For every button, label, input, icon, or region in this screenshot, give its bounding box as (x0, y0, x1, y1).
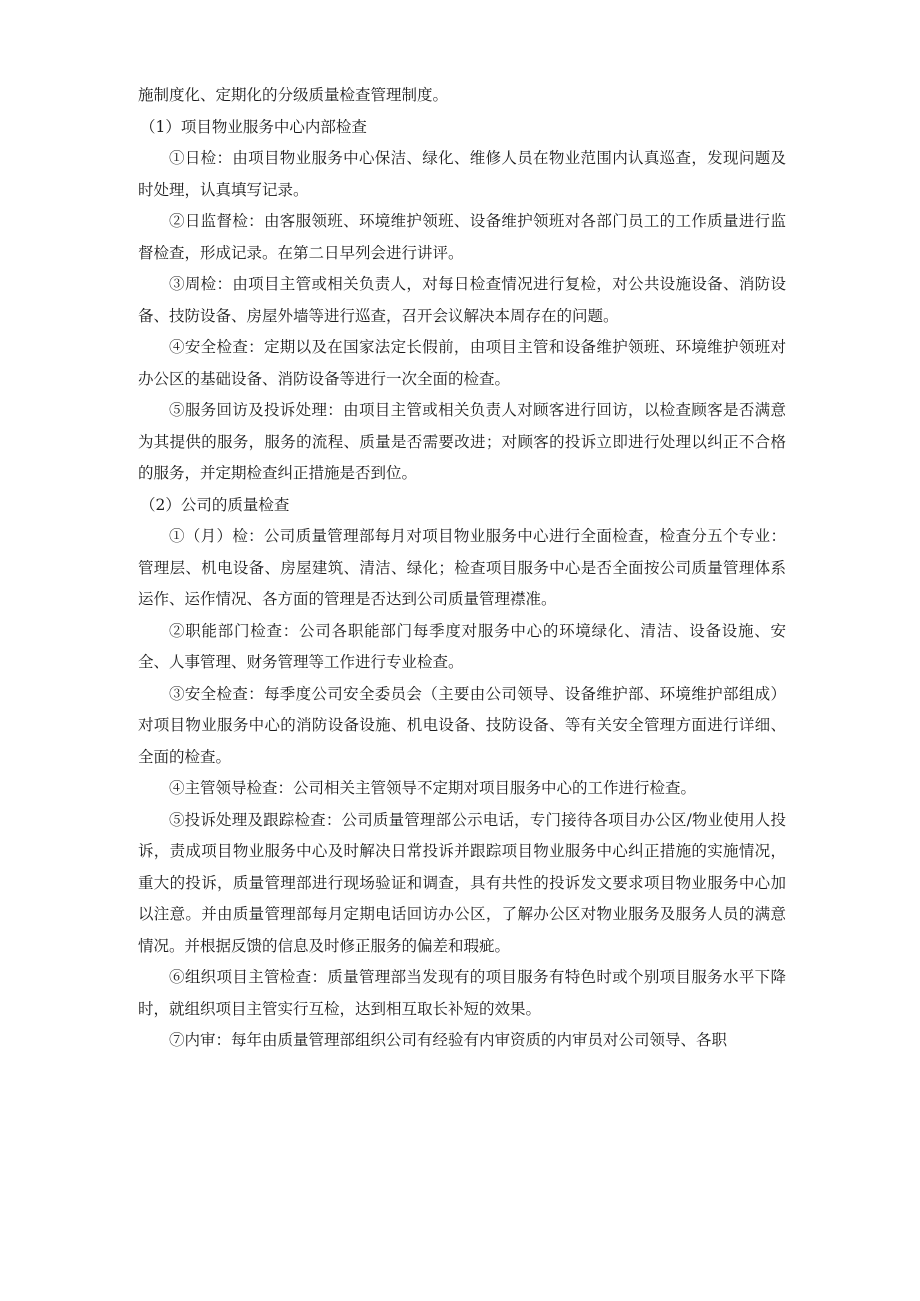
list-item-complaint-tracking: ⑤投诉处理及跟踪检查：公司质量管理部公示电话，专门接待各项目办公区/物业使用人投诉，责成项目物业服务中心及时解决日常投诉并跟踪项目物业服务中心纠正措施的实施情况，重大的投诉，质量管理部进行现场验证和调查，具有共性的投诉发文要求项目物业服务中心加以注意。并由质量管理部每月定期电话回访办公区，了解办公区对物业服务及服务人员的满意情况。并根据反馈的信息及时修正服务的偏差和瑕疵。 (138, 810, 786, 955)
list-item-leader-inspection: ④主管领导检查：公司相关主管领导不定期对项目服务中心的工作进行检查。 (169, 779, 697, 797)
list-item-department-inspection: ②职能部门检查：公司各职能部门每季度对服务中心的环境绿化、清洁、设备设施、安全、人事管理、财务管理等工作进行专业检查。 (138, 621, 786, 671)
paragraph-intro-continuation: 施制度化、定期化的分级质量检查管理制度。 (138, 86, 449, 104)
list-item-daily-inspection: ①日检：由项目物业服务中心保洁、绿化、维修人员在物业范围内认真巡查，发现问题及时处理，认真填写记录。 (138, 149, 786, 199)
list-item-daily-supervision: ②日监督检：由客服领班、环境维护领班、设备维护领班对各部门员工的工作质量进行监督检查，形成记录。在第二日早列会进行讲评。 (138, 212, 786, 262)
section-heading-internal-inspection: （1）项目物业服务中心内部检查 (140, 117, 367, 136)
list-item-weekly-inspection: ③周检：由项目主管或相关负责人，对每日检查情况进行复检，对公共设施设备、消防设备、技防设备、房屋外墙等进行巡查，召开会议解决本周存在的问题。 (138, 275, 786, 325)
list-item-supervisor-cross-check: ⑥组织项目主管检查：质量管理部当发现有的项目服务有特色时或个别项目服务水平下降时，就组织项目主管实行互检，达到相互取长补短的效果。 (138, 968, 786, 1018)
list-item-service-followup: ⑤服务回访及投诉处理：由项目主管或相关负责人对顾客进行回访，以检查顾客是否满意为其提供的服务，服务的流程、质量是否需要改进；对顾客的投诉立即进行处理以纠正不合格的服务，并定期检查纠正措施是否到位。 (138, 401, 786, 482)
list-item-company-safety-inspection: ③安全检查：每季度公司安全委员会（主要由公司领导、设备维护部、环境维护部组成）对项目物业服务中心的消防设备设施、机电设备、技防设备、等有关安全管理方面进行详细、全面的检查。 (138, 684, 786, 766)
list-item-safety-inspection: ④安全检查：定期以及在国家法定长假前，由项目主管和设备维护领班、环境维护领班对办公区的基础设备、消防设备等进行一次全面的检查。 (138, 338, 786, 388)
list-item-internal-audit: ⑦内审：每年由质量管理部组织公司有经验有内审资质的内审员对公司领导、各职 (169, 1031, 728, 1049)
list-item-monthly-inspection: ①（月）检：公司质量管理部每月对项目物业服务中心进行全面检查，检查分五个专业：管理层、机电设备、房屋建筑、清洁、绿化；检查项目服务中心是否全面按公司质量管理体系运作、运作情况、各方面的管理是否达到公司质量管理襟准。 (138, 527, 786, 608)
document-body (138, 80, 786, 1057)
section-heading-company-inspection: （2）公司的质量检查 (140, 495, 290, 514)
